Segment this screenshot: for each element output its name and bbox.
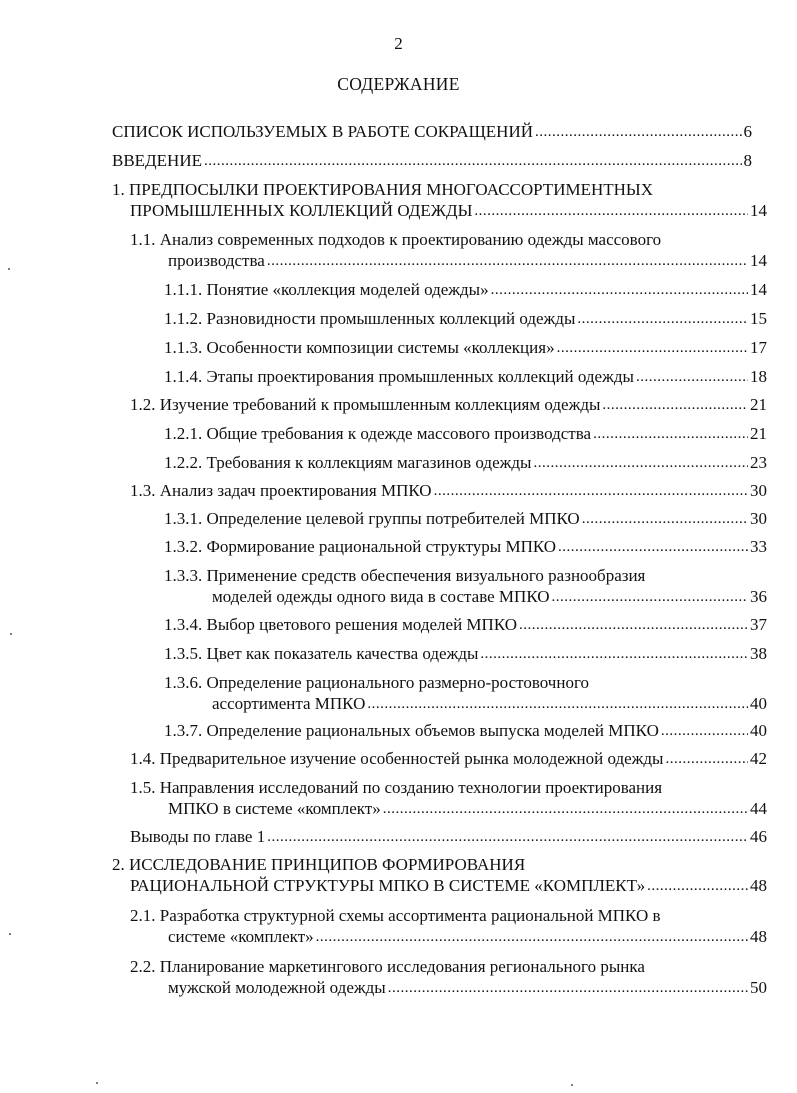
toc-entry-section-1-4[interactable] bbox=[130, 748, 767, 769]
toc-entry-abbreviations[interactable] bbox=[112, 121, 752, 142]
dot-leader bbox=[267, 249, 748, 272]
dot-leader bbox=[491, 278, 748, 301]
toc-entry-section-1-3-1[interactable] bbox=[164, 508, 767, 529]
toc-page-number: 40 bbox=[750, 694, 767, 713]
toc-page-number: 33 bbox=[750, 537, 767, 556]
dot-leader bbox=[636, 365, 748, 388]
toc-entry-title: 1.3.5. Цвет как показатель качества одежды bbox=[164, 644, 479, 663]
toc-page-number: 36 bbox=[750, 587, 767, 606]
toc-entry-section-1-3-2[interactable] bbox=[164, 536, 767, 557]
toc-entry-section-1-1-3[interactable] bbox=[164, 337, 767, 358]
toc-entry-title: 1.3.1. Определение целевой группы потребителей МПКО bbox=[164, 509, 580, 528]
toc-entry-title-cont: ассортимента МПКО bbox=[212, 694, 366, 713]
toc-entry-title: 1.3.3. Применение средств обеспечения визуального разнообразия bbox=[164, 566, 646, 585]
dot-leader bbox=[383, 797, 748, 820]
page-title: СОДЕРЖАНИЕ bbox=[337, 74, 460, 94]
toc-entry-section-2-2[interactable] bbox=[130, 956, 767, 998]
toc-page-number: 44 bbox=[750, 799, 767, 818]
toc-entry-title: 1.1.4. Этапы проектирования промышленных коллекций одежды bbox=[164, 367, 634, 386]
dot-leader bbox=[552, 585, 748, 608]
toc-entry-title: 2.1. Разработка структурной схемы ассортимента рациональной МПКО в bbox=[130, 906, 661, 925]
scan-speck bbox=[8, 268, 10, 270]
toc-entry-section-1-3-4[interactable] bbox=[164, 614, 767, 635]
dot-leader bbox=[388, 976, 748, 999]
scan-speck bbox=[9, 933, 11, 935]
toc-entry-title: ВВЕДЕНИЕ bbox=[112, 151, 202, 170]
toc-page-number: 18 bbox=[750, 367, 767, 386]
toc-entry-title: 1.1. Анализ современных подходов к проектированию одежды массового bbox=[130, 230, 662, 249]
toc-entry-section-1-3-7[interactable] bbox=[164, 720, 767, 741]
toc-entry-title-cont: производства bbox=[168, 251, 265, 270]
toc-entry-title: 1.3.6. Определение рационального размерно-ростовочного bbox=[164, 673, 589, 692]
dot-leader bbox=[480, 642, 748, 665]
toc-entry-chapter-2[interactable] bbox=[112, 854, 767, 896]
toc-entry-title: 1.2. Изучение требований к промышленным коллекциям одежды bbox=[130, 395, 601, 414]
toc-entry-title: 1.3.2. Формирование рациональной структуры МПКО bbox=[164, 537, 557, 556]
dot-leader bbox=[316, 925, 748, 948]
dot-leader bbox=[434, 479, 748, 502]
toc-entry-title: 2. ИССЛЕДОВАНИЕ ПРИНЦИПОВ ФОРМИРОВАНИЯ bbox=[112, 855, 526, 874]
page-number: 2 bbox=[394, 34, 403, 53]
toc-entry-title: 1.3.7. Определение рациональных объемов выпуска моделей МПКО bbox=[164, 721, 659, 740]
toc-page-number: 14 bbox=[750, 251, 767, 270]
toc-entry-section-1-1-2[interactable] bbox=[164, 308, 767, 329]
toc-entry-section-1-3-5[interactable] bbox=[164, 643, 767, 664]
dot-leader bbox=[533, 451, 748, 474]
dot-leader bbox=[602, 393, 748, 416]
toc-page-number: 8 bbox=[743, 151, 752, 170]
toc-entry-section-1-2-1[interactable] bbox=[164, 423, 767, 444]
toc-page-number: 14 bbox=[750, 201, 767, 220]
dot-leader bbox=[519, 613, 748, 636]
toc-entry-title-cont: МПКО в системе «комплект» bbox=[168, 799, 381, 818]
scan-speck bbox=[571, 1084, 573, 1086]
toc-entry-introduction[interactable] bbox=[112, 150, 752, 171]
toc-entry-title-cont: системе «комплект» bbox=[168, 927, 314, 946]
toc-entry-chapter-1-conclusions[interactable] bbox=[130, 826, 767, 847]
toc-entry-title: 1.1.2. Разновидности промышленных коллекций одежды bbox=[164, 309, 576, 328]
toc-page-number: 17 bbox=[750, 338, 767, 357]
toc-page-number: 30 bbox=[750, 509, 767, 528]
toc-page-number: 6 bbox=[743, 122, 752, 141]
scan-speck bbox=[96, 1082, 98, 1084]
toc-entry-title: 1.5. Направления исследований по созданию технологии проектирования bbox=[130, 778, 663, 797]
toc-entry-title-cont: ПРОМЫШЛЕННЫХ КОЛЛЕКЦИЙ ОДЕЖДЫ bbox=[130, 201, 473, 220]
toc-entry-title: 1.2.2. Требования к коллекциям магазинов одежды bbox=[164, 453, 532, 472]
toc-entry-title: 1.1.1. Понятие «коллекция моделей одежды» bbox=[164, 280, 489, 299]
toc-entry-title: 1.4. Предварительное изучение особенностей рынка молодежной одежды bbox=[130, 749, 664, 768]
toc-entry-section-1-1-1[interactable] bbox=[164, 279, 767, 300]
toc-page-number: 21 bbox=[750, 424, 767, 443]
toc-entry-title: 1.2.1. Общие требования к одежде массового производства bbox=[164, 424, 592, 443]
toc-page-number: 15 bbox=[750, 309, 767, 328]
toc-entry-section-1-1[interactable] bbox=[130, 229, 767, 271]
toc-entry-section-2-1[interactable] bbox=[130, 905, 767, 947]
toc-page-number: 30 bbox=[750, 481, 767, 500]
dot-leader bbox=[582, 507, 748, 530]
toc-entry-title: СПИСОК ИСПОЛЬЗУЕМЫХ В РАБОТЕ СОКРАЩЕНИЙ bbox=[112, 122, 534, 141]
toc-entry-title-cont: РАЦИОНАЛЬНОЙ СТРУКТУРЫ МПКО В СИСТЕМЕ «КОМПЛЕКТ» bbox=[130, 876, 646, 895]
dot-leader bbox=[577, 307, 748, 330]
toc-page-number: 48 bbox=[750, 927, 767, 946]
dot-leader bbox=[535, 120, 741, 143]
toc-page-number: 38 bbox=[750, 644, 767, 663]
toc-page-number: 14 bbox=[750, 280, 767, 299]
toc-page-number: 23 bbox=[750, 453, 767, 472]
toc-page-number: 48 bbox=[750, 876, 767, 895]
dot-leader bbox=[593, 422, 748, 445]
toc-entry-title: Выводы по главе 1 bbox=[130, 827, 266, 846]
toc-page-number: 40 bbox=[750, 721, 767, 740]
dot-leader bbox=[267, 825, 748, 848]
dot-leader bbox=[367, 692, 748, 715]
toc-page-number: 37 bbox=[750, 615, 767, 634]
toc-page-number: 50 bbox=[750, 978, 767, 997]
toc-entry-chapter-1[interactable] bbox=[112, 179, 767, 221]
dot-leader bbox=[647, 874, 748, 897]
dot-leader bbox=[661, 719, 748, 742]
dot-leader bbox=[204, 149, 742, 172]
toc-entry-section-1-2-2[interactable] bbox=[164, 452, 767, 473]
dot-leader bbox=[665, 747, 748, 770]
toc-entry-title-cont: моделей одежды одного вида в составе МПКО bbox=[212, 587, 550, 606]
toc-entry-title: 1. ПРЕДПОСЫЛКИ ПРОЕКТИРОВАНИЯ МНОГОАССОРТИМЕНТНЫХ bbox=[112, 180, 654, 199]
dot-leader bbox=[474, 199, 748, 222]
toc-page-number: 21 bbox=[750, 395, 767, 414]
dot-leader bbox=[558, 535, 748, 558]
toc-entry-title: 1.3.4. Выбор цветового решения моделей МПКО bbox=[164, 615, 518, 634]
toc-entry-title-cont: мужской молодежной одежды bbox=[168, 978, 386, 997]
toc-entry-section-1-5[interactable] bbox=[130, 777, 767, 819]
toc-entry-section-1-3[interactable] bbox=[130, 480, 767, 501]
toc-entry-section-1-2[interactable] bbox=[130, 394, 767, 415]
dot-leader bbox=[557, 336, 748, 359]
toc-entry-section-1-1-4[interactable] bbox=[164, 366, 767, 387]
toc-entry-section-1-3-3[interactable] bbox=[164, 565, 767, 607]
toc-page-number: 42 bbox=[750, 749, 767, 768]
scan-speck bbox=[10, 633, 12, 635]
toc-entry-title: 2.2. Планирование маркетингового исследования регионального рынка bbox=[130, 957, 645, 976]
toc-page-number: 46 bbox=[750, 827, 767, 846]
toc-entry-section-1-3-6[interactable] bbox=[164, 672, 767, 714]
toc-entry-title: 1.1.3. Особенности композиции системы «коллекция» bbox=[164, 338, 555, 357]
toc-entry-title: 1.3. Анализ задач проектирования МПКО bbox=[130, 481, 432, 500]
